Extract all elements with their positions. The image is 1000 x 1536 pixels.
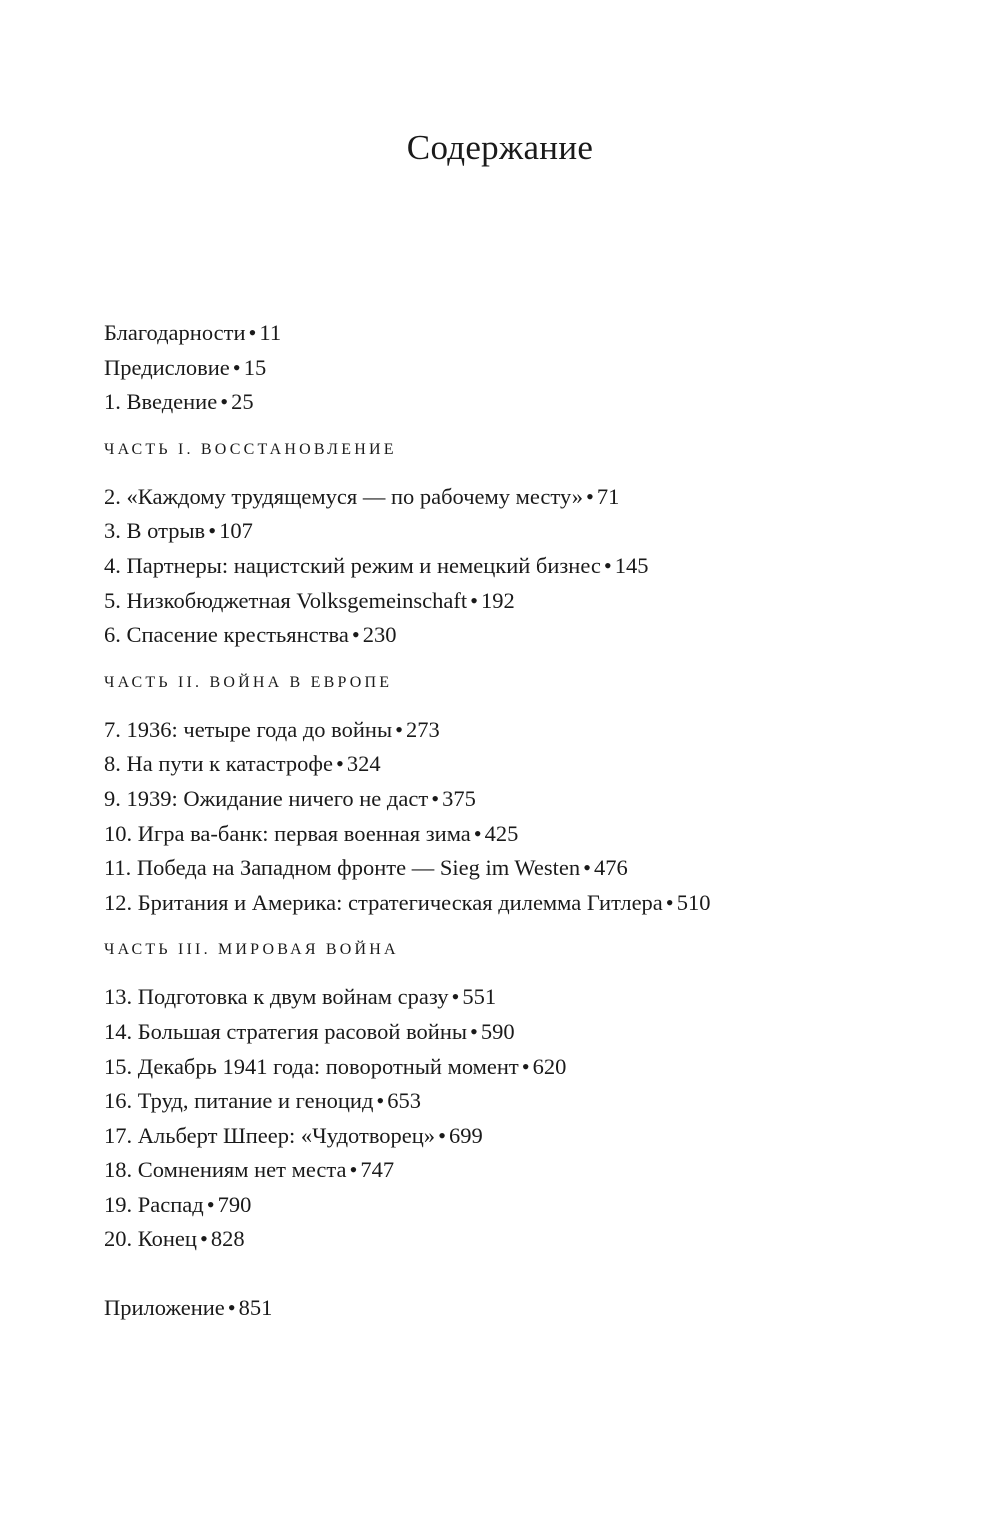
separator-dot: • <box>199 1226 208 1252</box>
separator-dot: • <box>349 1157 358 1183</box>
separator-dot: • <box>470 587 479 613</box>
separator-dot: • <box>248 320 257 345</box>
part-chapters <box>104 980 924 1257</box>
entry-title: 18. Сомнениям нет места <box>104 1157 347 1183</box>
toc-entry[interactable] <box>104 480 924 515</box>
toc-entry[interactable] <box>104 782 924 817</box>
entry-title: 10. Игра ва-банк: первая военная зима <box>104 820 471 846</box>
toc-entry[interactable] <box>104 1291 924 1326</box>
separator-dot: • <box>220 389 229 415</box>
entry-title: 3. В отрыв <box>104 518 206 544</box>
entry-title: 6. Спасение крестьянства <box>104 622 349 648</box>
separator-dot: • <box>206 1191 215 1217</box>
toc-entry[interactable] <box>104 1188 924 1223</box>
entry-title: Предисловие <box>104 354 230 380</box>
entry-title: 15. Декабрь 1941 года: поворотный момент <box>104 1053 519 1079</box>
entry-page: 25 <box>231 389 254 415</box>
entry-title: 12. Британия и Америка: стратегическая дилемма Гитлера <box>104 889 663 915</box>
separator-dot: • <box>351 622 360 648</box>
entry-page: 790 <box>217 1191 252 1217</box>
toc-entry[interactable] <box>104 549 924 584</box>
entry-page: 273 <box>405 716 440 742</box>
separator-dot: • <box>521 1053 530 1079</box>
separator-dot: • <box>451 984 460 1010</box>
toc-entry[interactable] <box>104 1153 924 1188</box>
entry-title: 9. 1939: Ожидание ничего не даст <box>104 785 429 811</box>
entry-page: 828 <box>210 1226 245 1252</box>
toc-entry[interactable] <box>104 1015 924 1050</box>
entry-title: 2. «Каждому трудящемуся — по рабочему месту» <box>104 483 584 509</box>
entry-title: 17. Альберт Шпеер: «Чудотворец» <box>104 1122 436 1148</box>
front-matter <box>104 316 924 420</box>
toc-entry[interactable] <box>104 316 924 351</box>
entry-title: 16. Труд, питание и геноцид <box>104 1088 374 1114</box>
separator-dot: • <box>395 716 403 742</box>
entry-page: 15 <box>243 354 267 380</box>
separator-dot: • <box>470 1018 478 1044</box>
toc-entry[interactable] <box>104 1222 924 1257</box>
toc-entry[interactable] <box>104 385 924 420</box>
separator-dot: • <box>227 1295 236 1321</box>
entry-title: 11. Победа на Западном фронте — Sieg im Westen <box>104 855 581 881</box>
entry-page: 851 <box>238 1295 273 1321</box>
entry-page: 192 <box>481 587 515 613</box>
entry-title: 13. Подготовка к двум войнам сразу <box>104 984 449 1010</box>
toc-entry[interactable] <box>104 351 924 386</box>
entry-page: 375 <box>442 785 476 811</box>
part-heading: ЧАСТЬ I. ВОССТАНОВЛЕНИЕ <box>104 440 397 458</box>
entry-page: 11 <box>259 320 282 345</box>
entry-title: Приложение <box>104 1295 225 1321</box>
entry-page: 107 <box>219 518 253 544</box>
entry-page: 653 <box>387 1088 422 1114</box>
separator-dot: • <box>665 889 674 915</box>
entry-page: 747 <box>360 1157 395 1183</box>
entry-page: 71 <box>596 483 620 509</box>
toc-entry[interactable] <box>104 747 924 782</box>
table-of-contents <box>104 316 924 1326</box>
separator-dot: • <box>583 855 591 881</box>
entry-title: Благодарности <box>104 320 246 345</box>
separator-dot: • <box>586 483 594 509</box>
entry-page: 145 <box>614 552 649 578</box>
separator-dot: • <box>438 1122 446 1148</box>
entry-title: 5. Низкобюджетная Volksgemeinschaft <box>104 587 468 613</box>
toc-entry[interactable] <box>104 713 924 748</box>
toc-entry[interactable] <box>104 1119 924 1154</box>
toc-entry[interactable] <box>104 618 924 653</box>
part-chapters <box>104 480 924 653</box>
entry-page: 620 <box>532 1053 567 1079</box>
toc-entry[interactable] <box>104 980 924 1015</box>
separator-dot: • <box>431 785 440 811</box>
entry-page: 476 <box>593 855 628 881</box>
toc-entry[interactable] <box>104 1084 924 1119</box>
separator-dot: • <box>208 518 217 544</box>
separator-dot: • <box>376 1088 385 1114</box>
toc-entry[interactable] <box>104 817 924 852</box>
part-heading: ЧАСТЬ II. ВОЙНА В ЕВРОПЕ <box>104 673 393 691</box>
entry-title: 1. Введение <box>104 389 218 415</box>
separator-dot: • <box>603 552 612 578</box>
separator-dot: • <box>232 354 241 380</box>
entry-title: 20. Конец <box>104 1226 197 1252</box>
separator-dot: • <box>335 751 344 777</box>
entry-title: 19. Распад <box>104 1191 204 1217</box>
entry-title: 7. 1936: четыре года до войны <box>104 716 393 742</box>
part-chapters <box>104 713 924 921</box>
entry-title: 4. Партнеры: нацистский режим и немецкий бизнес <box>104 552 601 578</box>
entry-page: 230 <box>362 622 397 648</box>
entry-page: 324 <box>346 751 381 777</box>
entry-page: 699 <box>448 1122 483 1148</box>
back-matter <box>104 1291 924 1326</box>
toc-entry[interactable] <box>104 584 924 619</box>
page-title: Содержание <box>406 128 594 167</box>
part-heading: ЧАСТЬ III. МИРОВАЯ ВОЙНА <box>104 941 399 959</box>
separator-dot: • <box>473 820 482 846</box>
entry-title: 8. На пути к катастрофе <box>104 751 333 777</box>
entry-page: 425 <box>484 820 519 846</box>
entry-page: 510 <box>676 889 711 915</box>
entry-page: 590 <box>480 1018 515 1044</box>
entry-page: 551 <box>462 984 497 1010</box>
toc-entry[interactable] <box>104 1050 924 1085</box>
entry-title: 14. Большая стратегия расовой войны <box>104 1018 467 1044</box>
toc-entry[interactable] <box>104 886 924 921</box>
toc-entry[interactable] <box>104 514 924 549</box>
toc-entry[interactable] <box>104 851 924 886</box>
